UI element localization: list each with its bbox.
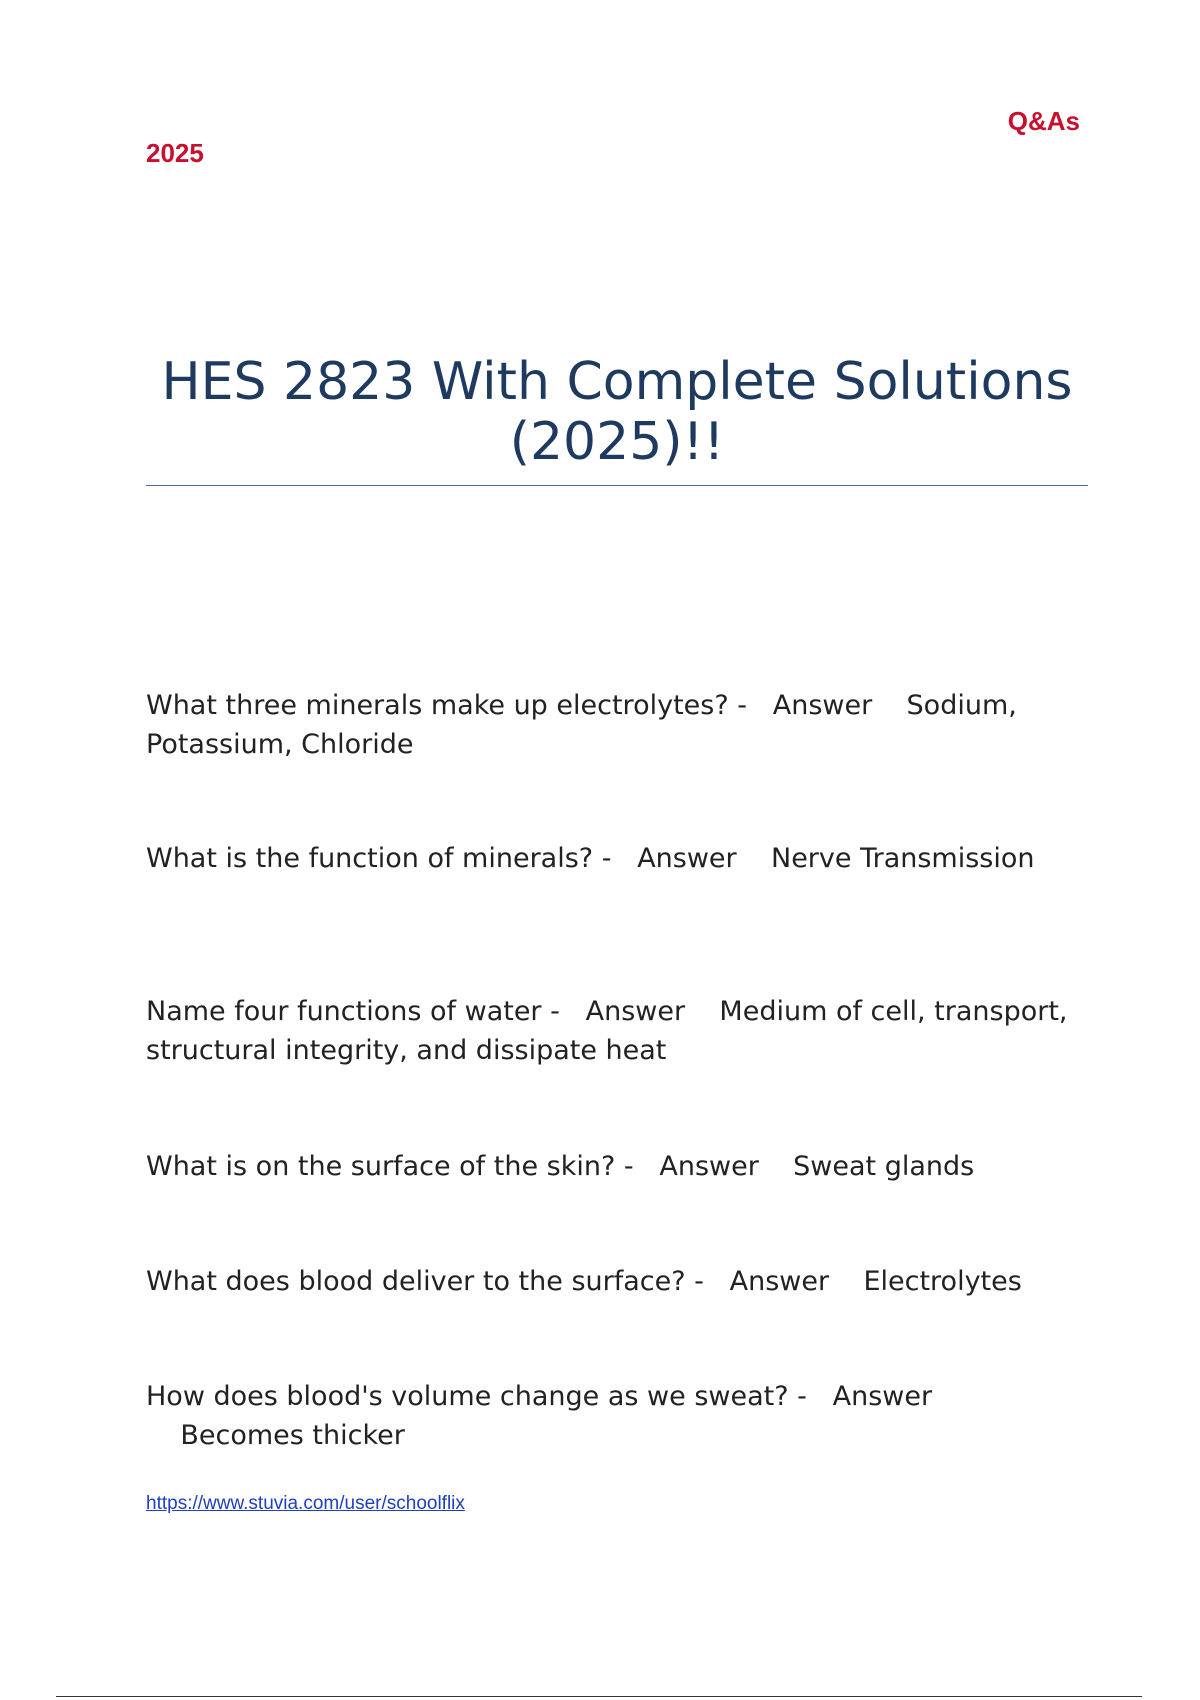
- answer-label: Answer: [832, 1381, 933, 1412]
- answer-label: Answer: [772, 690, 873, 721]
- qa-item: [146, 992, 1086, 1147]
- qa-item: [146, 1147, 1086, 1262]
- title-divider: [146, 485, 1088, 486]
- header-tag: Q&As: [1007, 106, 1080, 136]
- qa-item: [146, 686, 1086, 839]
- question-text: What is the function of minerals? -: [146, 843, 612, 874]
- answer-text: Nerve Transmission: [771, 843, 1035, 874]
- qa-item: [146, 1377, 1086, 1493]
- answer-label: Answer: [637, 843, 737, 874]
- question-text: What is on the surface of the skin? -: [146, 1151, 634, 1182]
- question-text: How does blood's volume change as we sweat? -: [146, 1381, 807, 1412]
- answer-text: Electrolytes: [863, 1266, 1022, 1297]
- answer-label: Answer: [729, 1266, 830, 1297]
- answer-text: Sodium, Potassium, Chloride: [146, 690, 1017, 760]
- document-title: HES 2823 With Complete Solutions (2025)!!: [161, 352, 1073, 472]
- source-link[interactable]: https://www.stuvia.com/user/schoolflix: [146, 1493, 465, 1514]
- question-text: Name four functions of water -: [146, 996, 560, 1027]
- answer-text: Sweat glands: [793, 1151, 975, 1182]
- answer-text: Becomes thicker: [180, 1420, 405, 1451]
- answer-text: Medium of cell, transport, structural integrity, and dissipate heat: [146, 996, 1068, 1066]
- header-year: 2025: [146, 138, 204, 168]
- answer-label: Answer: [659, 1151, 759, 1182]
- question-text: What does blood deliver to the surface? -: [146, 1266, 704, 1297]
- answer-label: Answer: [585, 996, 686, 1027]
- qa-list: [146, 686, 1086, 1515]
- footer-divider: [56, 1696, 1142, 1697]
- qa-item: [146, 839, 1086, 992]
- question-text: What three minerals make up electrolytes? -: [146, 690, 747, 721]
- qa-item: [146, 1262, 1086, 1377]
